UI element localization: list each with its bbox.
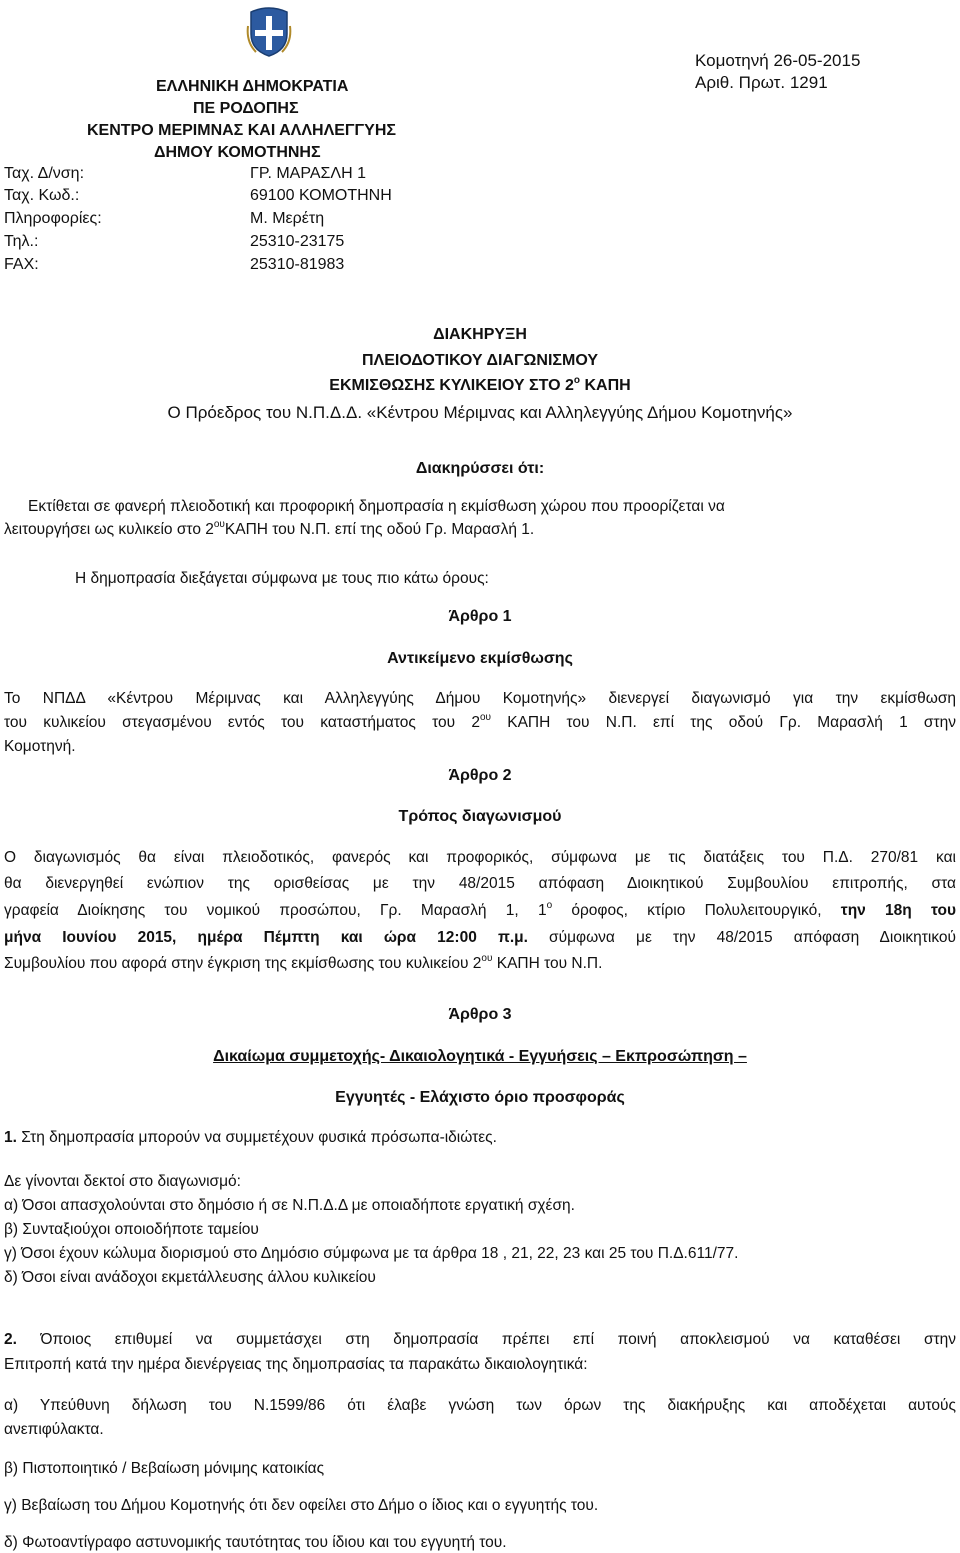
article-text: μήνα Ιουνίου 2015, ημέρα Πέμπτη και ώρα 12:00 π.μ. σύμφωνα με την 48/2015 απόφαση Διοικητικού [4, 929, 956, 946]
contact-value: ΓΡ. ΜΑΡΑΣΛΗ 1 [250, 165, 366, 182]
president-line: Ο Πρόεδρος του Ν.Π.Δ.Δ. «Κέντρου Μέριμνας και Αλληλεγγύης Δήμου Κομοτηνής» [167, 403, 793, 422]
contact-label: Τηλ.: [4, 233, 39, 250]
contact-value: Μ. Μερέτη [250, 210, 325, 227]
excluded-title: Δε γίνονται δεκτοί στο διαγωνισμό: [4, 1173, 241, 1190]
contact-value: 25310-81983 [250, 256, 345, 273]
contact-label: Πληροφορίες: [4, 210, 102, 227]
list-item: ανεπιφύλακτα. [4, 1421, 104, 1438]
intro-text: Εκτίθεται σε φανερή πλειοδοτική και προφορική δημοπρασία η εκμίσθωση χώρου που προορίζεται να [28, 498, 725, 515]
list-item: β) Συνταξιούχοι οποιοδήποτε ταμείου [4, 1221, 259, 1238]
article-heading: Άρθρο 2 [448, 767, 512, 784]
org-name-line: ΕΛΛΗΝΙΚΗ ΔΗΜΟΚΡΑΤΙΑ [156, 78, 349, 95]
list-item: δ) Φωτοαντίγραφο αστυνομικής ταυτότητας του ίδιου και του εγγυητή του. [4, 1534, 507, 1551]
declares-heading: Διακηρύσσει ότι: [415, 460, 545, 477]
article-subtitle: Δικαίωμα συμμετοχής- Δικαιολογητικά - Εγγυήσεις – Εκπροσώπηση – [213, 1048, 747, 1065]
contact-value: 69100 ΚΟΜΟΤΗΝΗ [250, 187, 392, 204]
list-item: γ) Όσοι έχουν κώλυμα διορισμού στο Δημόσιο σύμφωνα με τα άρθρα 18 , 21, 22, 23 και 25 του Π.Δ.611/77. [4, 1245, 739, 1262]
article-subtitle: Εγγυητές - Ελάχιστο όριο προσφοράς [335, 1089, 625, 1106]
contact-value: 25310-23175 [250, 233, 345, 250]
article-text: θα διενεργηθεί ενώπιον της ορισθείσας με την 48/2015 απόφαση Διοικητικού Συμβουλίου επιτροπής, στα [4, 875, 956, 892]
article-heading: Άρθρο 3 [448, 1006, 512, 1023]
contact-row [0, 187, 500, 207]
document-subtitle: ΕΚΜΙΣΘΩΣΗΣ ΚΥΛΙΚΕΙΟΥ ΣΤΟ $2^o$ ΚΑΠΗ [329, 375, 631, 394]
paragraph-2: Επιτροπή κατά την ημέρα διενέργειας της δημοπρασίας τα παρακάτω δικαιολογητικά: [4, 1356, 588, 1373]
contact-row [0, 233, 500, 253]
article-text: γραφεία Διοίκησης του νομικού προσώπου, Γρ. Μαρασλή 1, $1^o$ όροφος, κτίριο Πολυλειτουργικό, την 18η του [4, 900, 956, 919]
list-item: α) Υπεύθυνη δήλωση του Ν.1599/86 ότι έλαβε γνώση των όρων της διακήρυξης και αποδέχεται αυτούς [4, 1397, 956, 1414]
protocol-number: Αριθ. Πρωτ. 1291 [695, 73, 828, 92]
org-name-line: ΠΕ ΡΟΔΟΠΗΣ [193, 100, 299, 117]
contact-row [0, 165, 500, 185]
article-text: Συμβουλίου που αφορά στην έγκριση της εκμίσθωσης του κυλικείου $2^{o\upsilon}$ ΚΑΠΗ του Ν.Π. [4, 953, 603, 972]
paragraph-2: 2. Όποιος επιθυμεί να συμμετάσχει στη δημοπρασία πρέπει επί ποινή αποκλεισμού να καταθέσει στην [4, 1331, 956, 1348]
document-title: ΔΙΑΚΗΡΥΞΗ [433, 326, 527, 343]
org-name-line: ΔΗΜΟΥ ΚΟΜΟΤΗΝΗΣ [154, 144, 321, 161]
contact-row [0, 256, 500, 276]
article-text: Κομοτηνή. [4, 738, 76, 755]
article-heading: Άρθρο 1 [448, 608, 512, 625]
intro-text: Η δημοπρασία διεξάγεται σύμφωνα με τους πιο κάτω όρους: [75, 570, 489, 587]
article-text: του κυλικείου στεγασμένου εντός του καταστήματος του $2^{o\upsilon}$ ΚΑΠΗ του Ν.Π. επί της οδού Γρ. Μαρασλή 1 στην [4, 712, 956, 731]
contact-label: Ταχ. Δ/νση: [4, 165, 85, 182]
intro-text: λειτουργήσει ως κυλικείο στο $2^{o\upsilon}KA\Pi H$ του Ν.Π. επί της οδού Γρ. Μαρασλή 1. [4, 519, 535, 538]
paragraph-1: 1. Στη δημοπρασία μπορούν να συμμετέχουν φυσικά πρόσωπα-ιδιώτες. [4, 1129, 497, 1146]
contact-label: FAX: [4, 256, 39, 273]
contact-row [0, 210, 500, 230]
document-subtitle: ΠΛΕΙΟΔΟΤΙΚΟΥ ΔΙΑΓΩΝΙΣΜΟΥ [362, 352, 598, 369]
list-item: β) Πιστοποιητικό / Βεβαίωση μόνιμης κατοικίας [4, 1460, 325, 1477]
list-item: δ) Όσοι είναι ανάδοχοι εκμετάλλευσης άλλου κυλικείου [4, 1269, 376, 1286]
article-text: Ο διαγωνισμός θα είναι πλειοδοτικός, φανερός και προφορικός, σύμφωνα με τις διατάξεις του Π.Δ. 270/81 και [4, 849, 956, 866]
article-subtitle: Αντικείμενο εκμίσθωσης [387, 650, 573, 667]
contact-label: Ταχ. Κωδ.: [4, 187, 80, 204]
article-text: Το ΝΠΔΔ «Κέντρου Μέριμνας και Αλληλεγγύης Δήμου Κομοτηνής» διενεργεί διαγωνισμό για την εκμίσθωση [4, 690, 956, 707]
article-subtitle: Τρόπος διαγωνισμού [398, 808, 562, 825]
org-name-line: ΚΕΝΤΡΟ ΜΕΡΙΜΝΑΣ ΚΑΙ ΑΛΛΗΛΕΓΓΥΗΣ [87, 122, 396, 139]
list-item: α) Όσοι απασχολούνται στο δημόσιο ή σε Ν.Π.Δ.Δ με οποιαδήποτε εργατική σχέση. [4, 1197, 575, 1214]
greek-coat-of-arms-icon [246, 6, 292, 58]
list-item: γ) Βεβαίωση του Δήμου Κομοτηνής ότι δεν οφείλει στο Δήμο ο ίδιος και ο εγγυητής του. [4, 1497, 599, 1514]
place-date: Κομοτηνή 26-05-2015 [695, 51, 861, 70]
